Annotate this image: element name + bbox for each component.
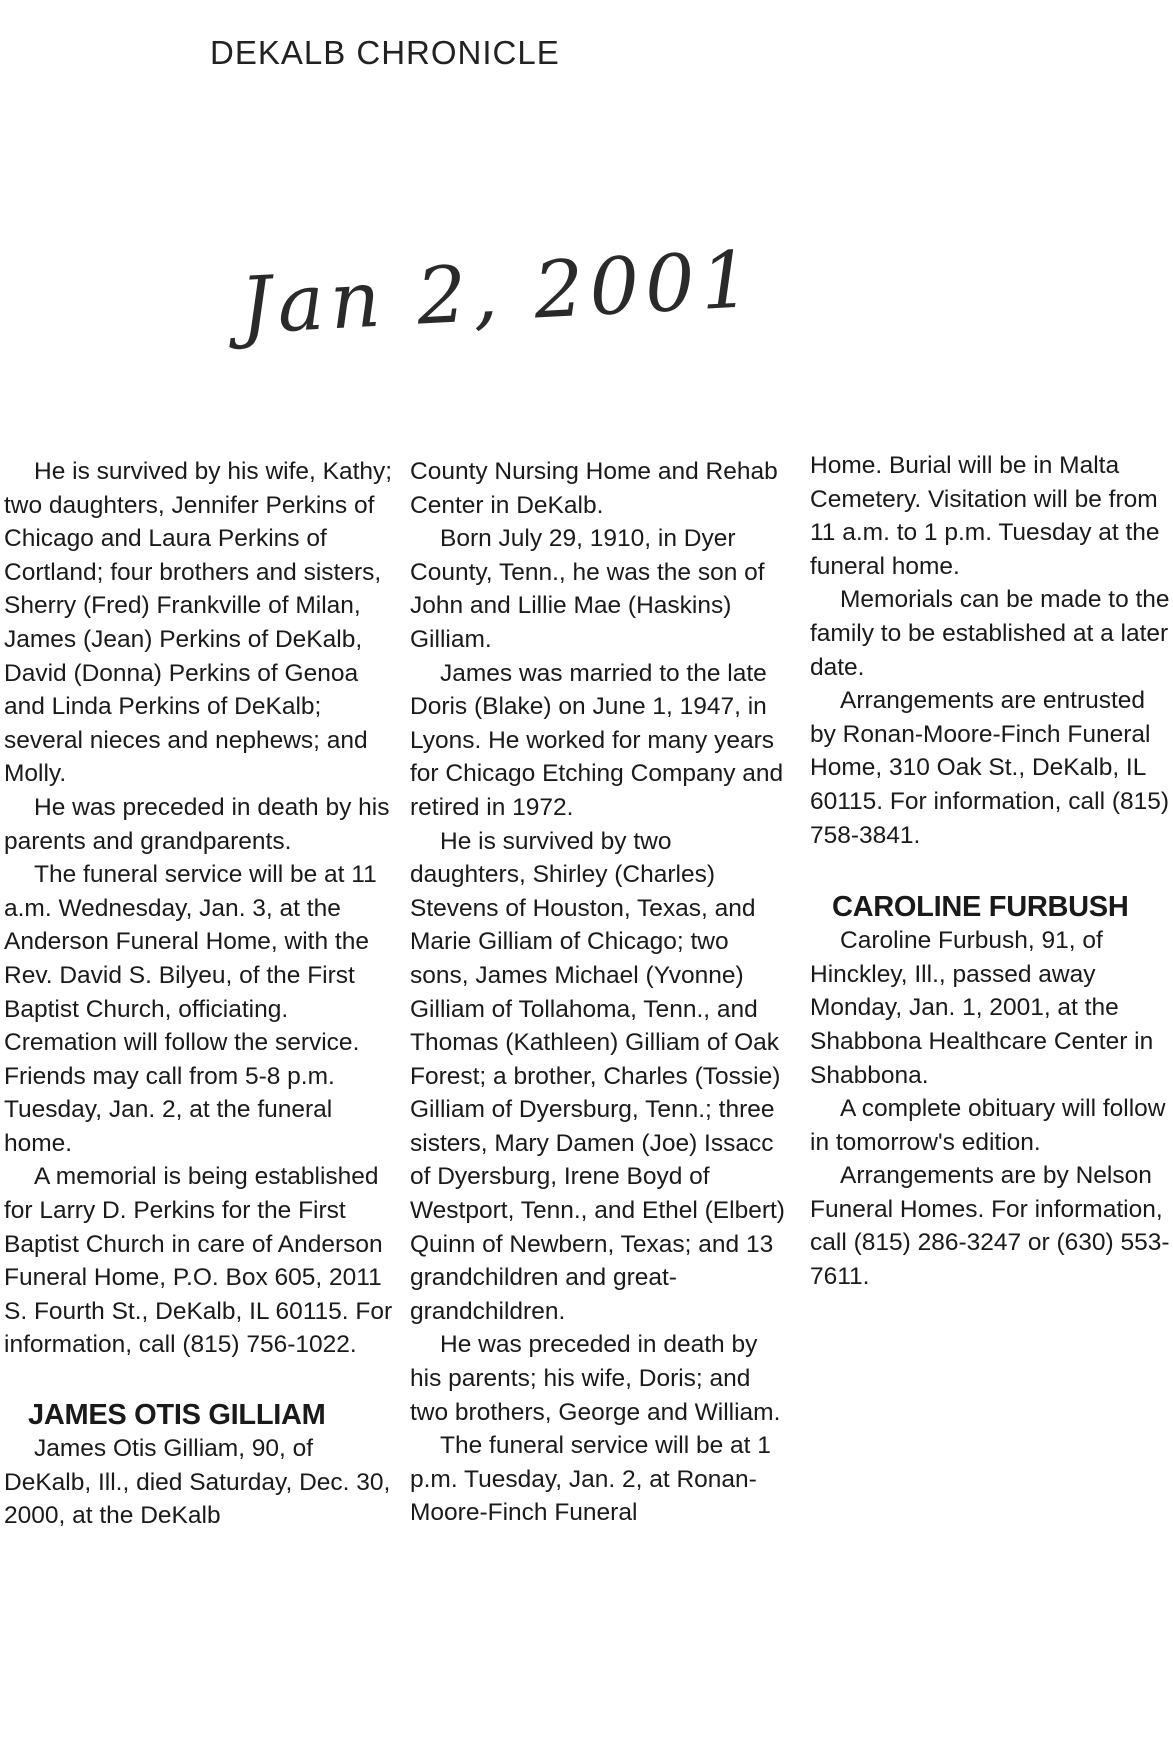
paragraph: Caroline Furbush, 91, of Hinckley, Ill., passed away Monday, Jan. 1, 2001, at the Shabbona Healthcare Center in Shabbona. <box>810 927 1154 1089</box>
paragraph: He was preceded in death by his parents and grandparents. <box>4 793 390 855</box>
paragraph: Arrangements are by Nelson Funeral Homes. For information, call (815) 286-3247 or (630) 553-7611. <box>810 1162 1170 1291</box>
paragraph: Arrangements are entrusted by Ronan-Moore-Finch Funeral Home, 310 Oak St., DeKalb, IL 60115. For information, call (815) 758-3841. <box>810 687 1170 849</box>
paragraph: Memorials can be made to the family to be established at a later date. <box>810 586 1170 681</box>
column-2 <box>410 455 790 1530</box>
column-3 <box>810 449 1173 1294</box>
paragraph: A memorial is being established for Larry D. Perkins for the First Baptist Church in care of Anderson Funeral Home, P.O. Box 605, 2011 S. Fourth St., DeKalb, IL 60115. For information, call (815) 756-1022. <box>4 1163 393 1359</box>
column-1 <box>4 455 400 1533</box>
paragraph: He was preceded in death by his parents; his wife, Doris; and two brothers, George and William. <box>410 1331 781 1426</box>
paragraph: He is survived by his wife, Kathy; two daughters, Jennifer Perkins of Chicago and Laura Perkins of Cortland; four brothers and sisters, Sherry (Fred) Frankville of Milan, James (Jean) Perkins of DeKalb, David (Donna) Perkins of Genoa and Linda Perkins of DeKalb; several nieces and nephews; and Molly. <box>4 458 393 788</box>
paragraph: James Otis Gilliam, 90, of DeKalb, Ill., died Saturday, Dec. 30, 2000, at the DeKalb <box>4 1435 391 1530</box>
paragraph: The funeral service will be at 11 a.m. Wednesday, Jan. 3, at the Anderson Funeral Home, with the Rev. David S. Bilyeu, of the First Baptist Church, officiating. Cremation will follow the service. Friends may call from 5-8 p.m. Tuesday, Jan. 2, at the funeral home. <box>4 861 377 1157</box>
obituary-headline: CAROLINE FURBUSH <box>832 891 1129 924</box>
newspaper-masthead: DEKALB CHRONICLE <box>210 34 560 71</box>
paragraph: James was married to the late Doris (Blake) on June 1, 1947, in Lyons. He worked for many years for Chicago Etching Company and retired in 1972. <box>410 659 784 821</box>
paragraph: Home. Burial will be in Malta Cemetery. Visitation will be from 11 a.m. to 1 p.m. Tuesday at the funeral home. <box>810 452 1160 580</box>
paragraph: Born July 29, 1910, in Dyer County, Tenn., he was the son of John and Lillie Mae (Haskins) Gilliam. <box>410 525 765 653</box>
paragraph: He is survived by two daughters, Shirley (Charles) Stevens of Houston, Texas, and Marie Gilliam of Chicago; two sons, James Michael (Yvonne) Gilliam of Tollahoma, Tenn., and Thomas (Kathleen) Gilliam of Oak Forest; a brother, Charles (Tossie) Gilliam of Dyersburg, Tenn.; three sisters, Mary Damen (Joe) Issacc of Dyersburg, Irene Boyd of Westport, Tenn., and Ethel (Elbert) Quinn of Newbern, Texas; and 13 grandchildren and great-grandchildren. <box>410 827 785 1325</box>
paragraph: The funeral service will be at 1 p.m. Tuesday, Jan. 2, at Ronan-Moore-Finch Funeral <box>410 1432 771 1527</box>
paragraph: A complete obituary will follow in tomorrow's edition. <box>810 1095 1166 1156</box>
paragraph: County Nursing Home and Rehab Center in DeKalb. <box>410 458 778 519</box>
obituary-headline: JAMES OTIS GILLIAM <box>28 1399 326 1432</box>
handwritten-date: Jan 2, 2001 <box>238 234 759 352</box>
